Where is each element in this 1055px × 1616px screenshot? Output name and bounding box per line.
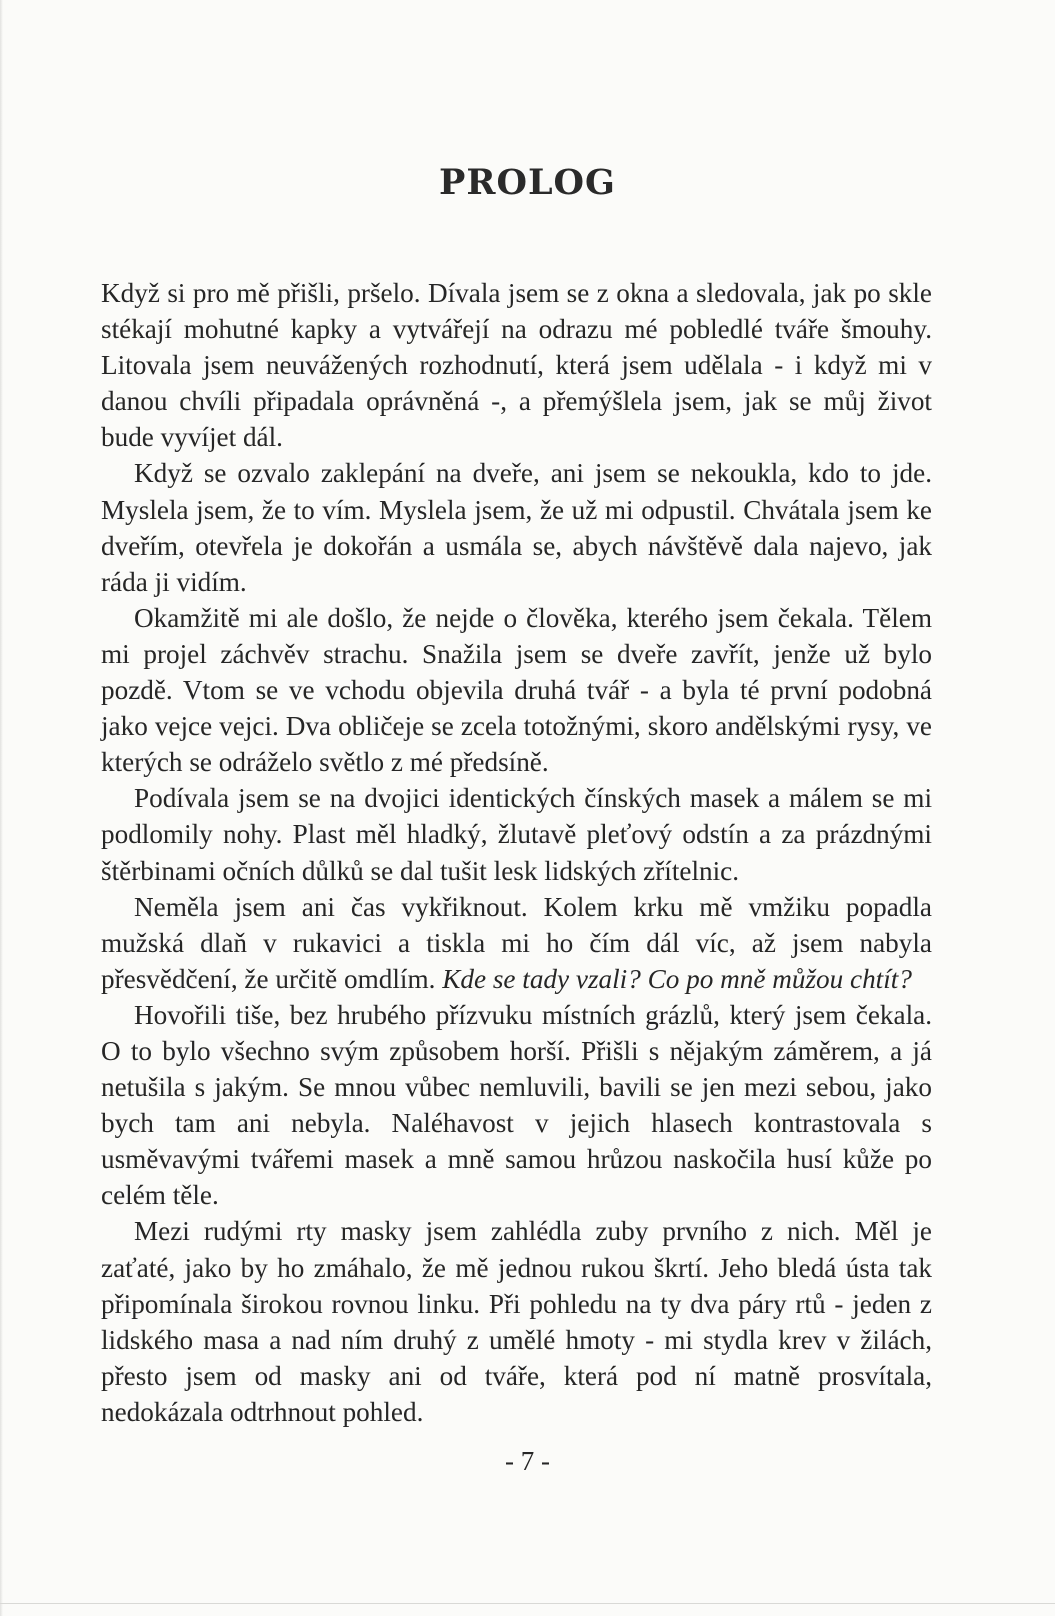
paragraph-6: Hovořili tiše, bez hrubého přízvuku místních grázlů, který jsem čekala. O to bylo všechno svým způsobem horší. Přišli s nějakým záměrem, a já netušila s jakým. Se mnou vůbec nemluvili, bavili se jen mezi sebou, jako bych tam ani nebyla. Naléhavost v jejich hlasech kontrastovala s usměvavými tvářemi masek a mně samou hrůzou naskočila husí kůže po celém těle. bbox=[101, 999, 932, 1211]
paragraph-3: Okamžitě mi ale došlo, že nejde o člověka, kterého jsem čekala. Tělem mi projel záchvěv strachu. Snažila jsem se dveře zavřít, jenže už bylo pozdě. Vtom se ve vchodu objevila druhá tvář - a byla té první podobná jako vejce vejci. Dva obličeje se zcela totožnými, skoro andělskými rysy, ve kterých se odráželo světlo z mé předsíně. bbox=[101, 602, 932, 778]
page-bottom-edge bbox=[0, 1603, 1055, 1604]
paragraph-4: Podívala jsem se na dvojici identických čínských masek a málem se mi podlomily nohy. Plast měl hladký, žlutavě pleťový odstín a za prázdnými štěrbinami očních důlků se dal tušit lesk lidských zřítelnic. bbox=[101, 783, 932, 886]
chapter-body bbox=[101, 275, 932, 1430]
page-gutter-shadow bbox=[0, 0, 3, 1616]
paragraph-5-italic-thought: Kde se tady vzali? Co po mně můžou chtít? bbox=[442, 963, 912, 994]
paragraph-2: Když se ozvalo zaklepání na dveře, ani jsem se nekoukla, kdo to jde. Myslela jsem, že to vím. Myslela jsem, že už mi odpustil. Chvátala jsem ke dveřím, otevřela je dokořán a usmála se, abych návštěvě dala najevo, jak ráda ji vidím. bbox=[101, 458, 932, 597]
paragraph-1: Když si pro mě přišli, pršelo. Dívala jsem se z okna a sledovala, jak po skle stékají mohutné kapky a vytvářejí na odrazu mé pobledlé tváře šmouhy. Litovala jsem neuvážených rozhodnutí, která jsem udělala - i když mi v danou chvíli připadala oprávněná -, a přemýšlela jsem, jak se můj život bude vyvíjet dál. bbox=[101, 278, 932, 453]
paragraph-5-text: Neměla jsem ani čas vykřiknout. Kolem krku mě vmžiku popadla mužská dlaň v rukavici a tiskla mi ho čím dál víc, až jsem nabyla přesvědčení, že určitě omdlím. bbox=[101, 891, 932, 994]
page-number: - 7 - bbox=[505, 1446, 550, 1476]
paragraph-7: Mezi rudými rty masky jsem zahlédla zuby prvního z nich. Měl je zaťaté, jako by ho zmáhalo, že mě jednou rukou škrtí. Jeho bledá ústa tak připomínala širokou rovnou linku. Při pohledu na ty dva páry rtů - jeden z lidského masa a nad ním druhý z umělé hmoty - mi stydla krev v žilách, přesto jsem od masky ani od tváře, která pod ní matně prosvítala, nedokázala odtrhnout pohled. bbox=[101, 1216, 932, 1427]
paragraph-5 bbox=[101, 889, 932, 997]
chapter-title: PROLOG bbox=[439, 162, 616, 203]
